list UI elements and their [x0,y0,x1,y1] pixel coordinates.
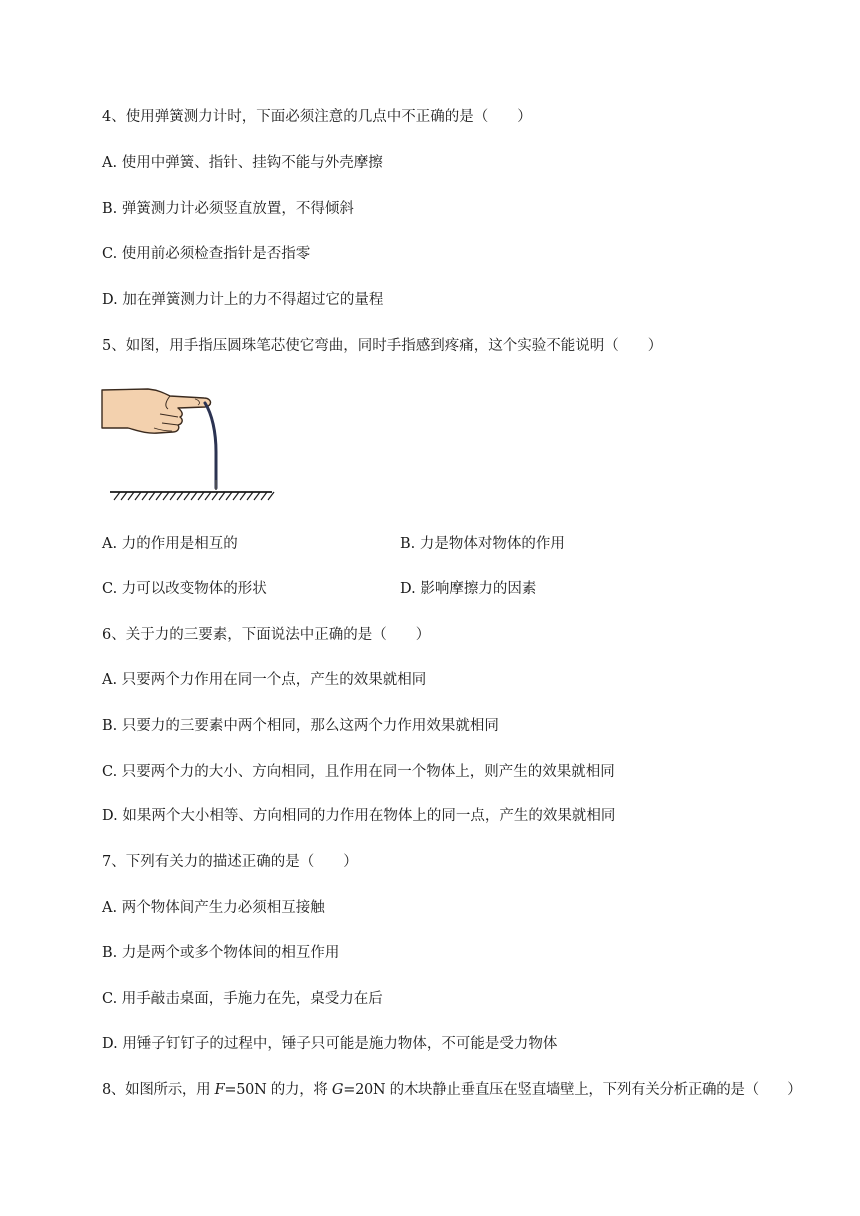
q7-stem: 7、下列有关力的描述正确的是（ ） [102,854,358,870]
hatch-mark [205,492,211,500]
hatch-mark [198,492,204,500]
hatch-mark [163,492,169,500]
hatch-mark [142,492,148,500]
q8-stem-prefix: 8、如图所示，用 [102,1082,215,1098]
q5-stem: 5、如图，用手指压圆珠笔芯使它弯曲，同时手指感到疼痛，这个实验不能说明（ ） [102,338,663,354]
q6-stem: 6、关于力的三要素，下面说法中正确的是（ ） [102,627,431,643]
q5-option-d: D. 影响摩擦力的因素 [400,581,537,597]
q6-option-a: A. 只要两个力作用在同一个点，产生的效果就相同 [102,672,427,688]
q7-option-d: D. 用锤子钉钉子的过程中，锤子只可能是施力物体，不可能是受力物体 [102,1036,558,1052]
hatch-mark [191,492,197,500]
hatch-mark [156,492,162,500]
hatch-mark [240,492,246,500]
hatch-mark [247,492,253,500]
q7-option-c: C. 用手敲击桌面，手施力在先，桌受力在后 [102,991,383,1007]
weight-symbol-g: G [331,1082,344,1098]
q6-option-c: C. 只要两个力的大小、方向相同，且作用在同一个物体上，则产生的效果就相同 [102,764,615,780]
q4-option-a: A. 使用中弹簧、指针、挂钩不能与外壳摩擦 [102,155,383,171]
hatch-mark [149,492,155,500]
hatch-mark [268,492,274,500]
hatch-mark [226,492,232,500]
hatch-mark [121,492,127,500]
q4-option-d: D. 加在弹簧测力计上的力不得超过它的量程 [102,292,384,308]
hatch-mark [128,492,134,500]
q8-stem [102,1080,801,1100]
hand-illustration [102,389,211,433]
q4-option-b: B. 弹簧测力计必须竖直放置，不得倾斜 [102,201,354,217]
pen-refill [205,403,216,488]
q5-option-c: C. 力可以改变物体的形状 [102,581,267,597]
force-value: =50N 的力，将 [224,1082,332,1098]
hatch-mark [135,492,141,500]
q6-option-d: D. 如果两个大小相等、方向相同的力作用在物体上的同一点，产生的效果就相同 [102,808,616,824]
hatch-mark [177,492,183,500]
hatch-mark [184,492,190,500]
finger-pressing-pen-refill-figure [100,384,275,504]
ground-hatching [110,492,274,500]
q7-option-a: A. 两个物体间产生力必须相互接触 [102,900,325,916]
q6-option-b: B. 只要力的三要素中两个相同，那么这两个力作用效果就相同 [102,718,499,734]
force-symbol-f: F [214,1082,225,1098]
hatch-mark [254,492,260,500]
q8-stem-suffix: =20N 的木块静止垂直压在竖直墙壁上，下列有关分析正确的是（ ） [343,1082,802,1098]
hatch-mark [114,492,120,500]
hatch-mark [233,492,239,500]
hatch-mark [212,492,218,500]
q5-option-b: B. 力是物体对物体的作用 [400,536,565,552]
q7-option-b: B. 力是两个或多个物体间的相互作用 [102,945,340,961]
q4-option-c: C. 使用前必须检查指针是否指零 [102,246,311,262]
hatch-mark [219,492,225,500]
q5-option-a: A. 力的作用是相互的 [102,536,238,552]
hatch-mark [170,492,176,500]
hatch-mark [261,492,267,500]
q4-stem: 4、使用弹簧测力计时，下面必须注意的几点中不正确的是（ ） [102,109,532,125]
